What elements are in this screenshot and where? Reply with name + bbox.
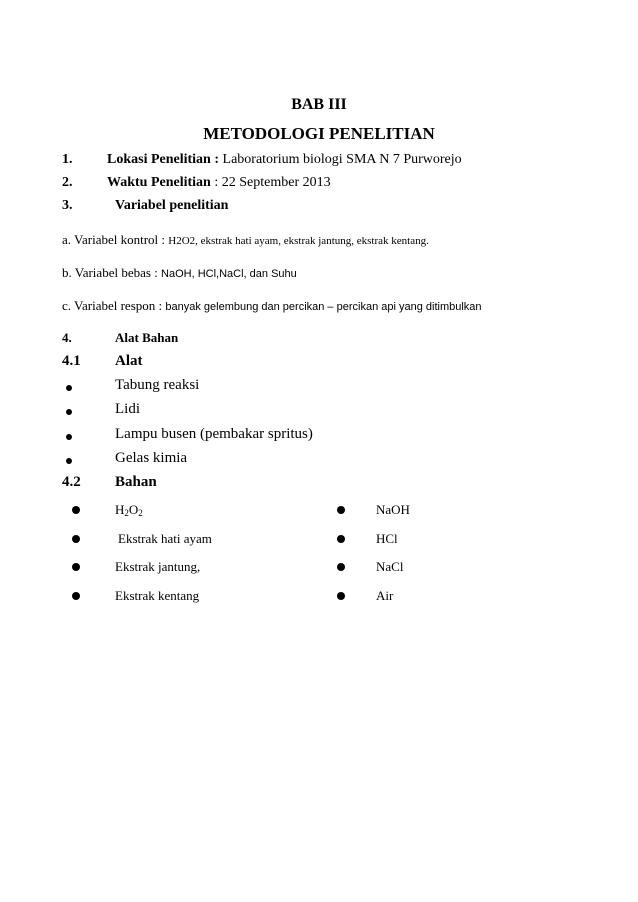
- variable-respon-label: c. Variabel respon :: [62, 298, 166, 313]
- bullet-icon: [337, 535, 345, 543]
- bullet-icon: [66, 434, 72, 440]
- alat-item: Tabung reaksi: [115, 377, 200, 393]
- alat-item: Lampu busen (pembakar spritus): [115, 426, 313, 442]
- item-2-number: 2.: [62, 175, 73, 190]
- bahan-item-left: Ekstrak kentang: [115, 588, 200, 603]
- item-3-number: 3.: [62, 198, 73, 213]
- bahan-item-h2o2: [115, 502, 143, 518]
- bahan-item-right: Air: [376, 588, 394, 603]
- variable-kontrol-rest: , ekstrak hati ayam, ekstrak jantung, ekstrak kentang.: [195, 235, 429, 247]
- alat-heading: Alat: [115, 353, 143, 369]
- bullet-icon: [66, 409, 72, 415]
- item-3-label: Variabel penelitian: [115, 198, 229, 213]
- item-1-text: [107, 152, 462, 168]
- variable-kontrol: [62, 232, 429, 248]
- alat-item: Gelas kimia: [115, 450, 188, 466]
- bahan-item-left: Ekstrak jantung,: [115, 559, 201, 574]
- item-1-value: Laboratorium biologi SMA N 7 Purworejo: [219, 152, 462, 167]
- variable-kontrol-h2o2: H2O2: [168, 235, 196, 247]
- variable-bebas: [62, 265, 297, 281]
- variable-respon: [62, 298, 482, 314]
- item-2-text: [107, 175, 331, 191]
- h2o2-sub1: 2: [124, 508, 129, 518]
- bahan-heading: Bahan: [115, 474, 157, 490]
- bahan-item-right: HCl: [376, 531, 398, 546]
- bullet-icon: [66, 458, 72, 464]
- item-2-label: Waktu Penelitian: [107, 175, 211, 190]
- bahan-item-right: NaOH: [376, 502, 410, 517]
- h2o2-o: O: [128, 502, 139, 517]
- item-2-value: : 22 September 2013: [210, 175, 331, 190]
- h2o2-sub2: 2: [138, 508, 143, 518]
- bullet-icon: [72, 592, 80, 600]
- bullet-icon: [337, 563, 345, 571]
- item-1-label: Lokasi Penelitian :: [107, 152, 220, 167]
- bullet-icon: [337, 506, 345, 514]
- item-1-number: 1.: [62, 152, 73, 167]
- bahan-number: 4.2: [62, 474, 81, 490]
- bullet-icon: [337, 592, 345, 600]
- page-title-text: METODOLOGI PENELITIAN: [203, 124, 435, 143]
- section-4-label: Alat Bahan: [115, 330, 179, 345]
- chapter-heading-text: BAB III: [291, 96, 347, 113]
- bullet-icon: [72, 563, 80, 571]
- bullet-icon: [66, 385, 72, 391]
- page-title: [0, 124, 638, 144]
- bullet-icon: [72, 535, 80, 543]
- variable-bebas-label: b. Variabel bebas :: [62, 265, 162, 280]
- h2o2-h: H: [115, 502, 125, 517]
- variable-kontrol-label: a. Variabel kontrol :: [62, 232, 169, 247]
- alat-item: Lidi: [115, 401, 140, 417]
- chapter-heading: [0, 96, 638, 114]
- bahan-item-right: NaCl: [376, 559, 404, 574]
- variable-respon-value: banyak gelembung dan percikan – percikan api yang ditimbulkan: [165, 301, 482, 313]
- bahan-item-left: Ekstrak hati ayam: [118, 531, 212, 546]
- section-4-number: 4.: [62, 330, 72, 345]
- alat-number: 4.1: [62, 353, 81, 369]
- variable-bebas-value: NaOH, HCl,NaCl, dan Suhu: [161, 268, 297, 280]
- bullet-icon: [72, 506, 80, 514]
